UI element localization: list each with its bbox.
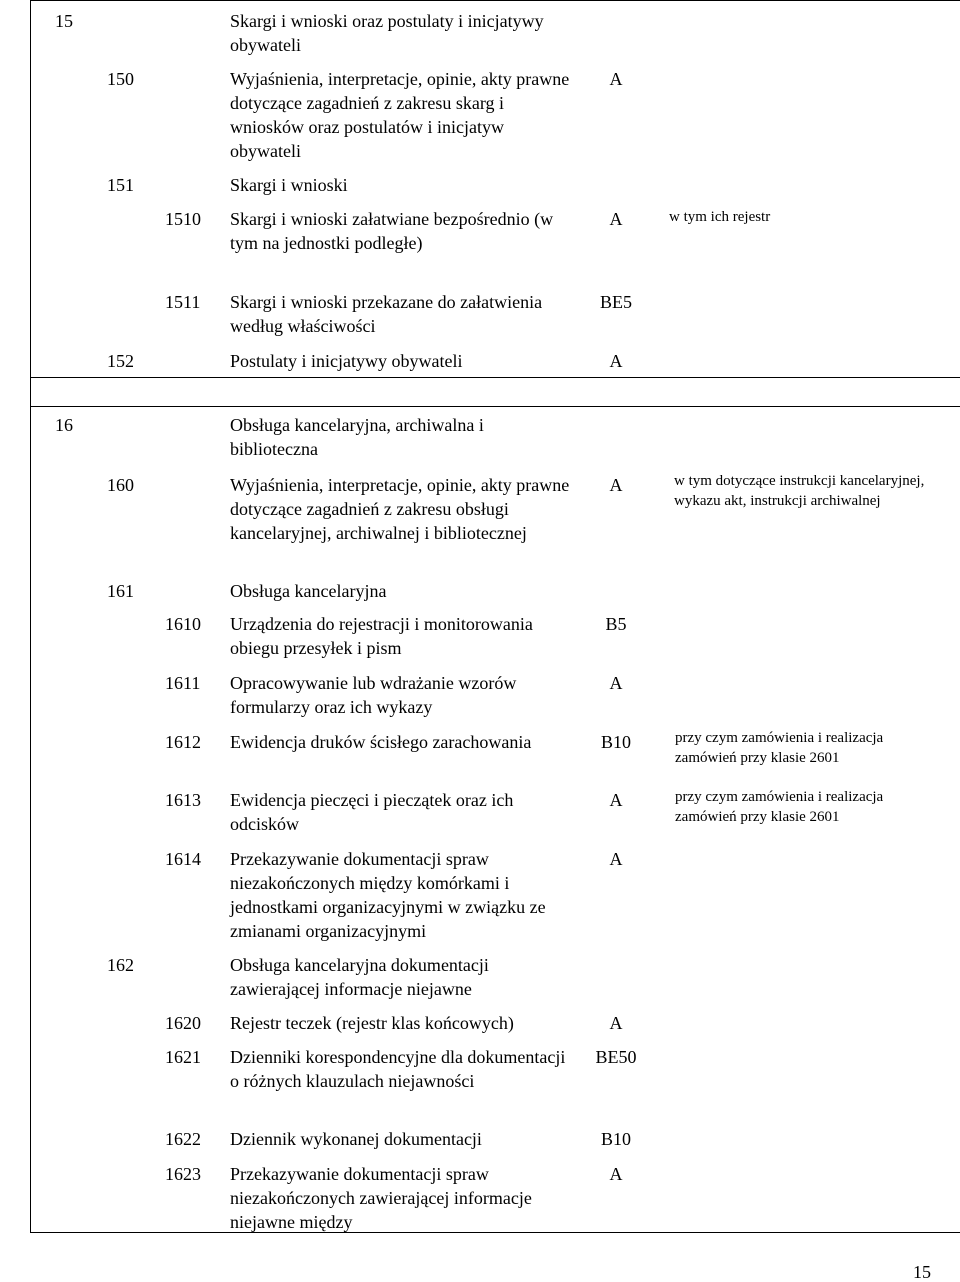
classification-table	[30, 0, 960, 1233]
page-number: 15	[913, 1262, 931, 1282]
row-category: B5	[605, 614, 627, 634]
row-description: Opracowywanie lub wdrażanie wzorów formularzy oraz ich wykazy	[230, 673, 517, 717]
row-note: w tym ich rejestr	[669, 209, 771, 225]
row-number: 161	[107, 581, 134, 601]
row-description: Ewidencja druków ścisłego zarachowania	[230, 732, 532, 752]
row-description: Obsługa kancelaryjna	[230, 581, 387, 601]
row-number: 1612	[165, 732, 201, 752]
row-category: B10	[600, 1129, 631, 1149]
row-description: Przekazywanie dokumentacji spraw niezakończonych między komórkami i jednostkami organizacyjnymi w związku ze zmianami organizacyjnymi	[230, 849, 546, 941]
row-number: 1622	[165, 1129, 201, 1149]
row-description: Ewidencja pieczęci i pieczątek oraz ich odcisków	[230, 790, 514, 834]
row-number: 1620	[165, 1013, 201, 1033]
row-number: 1623	[165, 1164, 201, 1184]
row-description: Skargi i wnioski oraz postulaty i inicjatywy obywateli	[230, 11, 544, 55]
row-note: przy czym zamówienia i realizacja zamówień przy klasie 2601	[675, 789, 884, 825]
row-number: 1611	[165, 673, 201, 693]
row-number: 150	[107, 69, 134, 89]
row-number: 16	[55, 415, 73, 435]
row-number: 1610	[165, 614, 201, 634]
row-category: A	[609, 209, 623, 229]
row-description: Wyjaśnienia, interpretacje, opinie, akty prawne dotyczące zagadnień z zakresu skarg i wniosków oraz postulatów i inicjatyw obywateli	[230, 69, 570, 161]
row-number: 151	[107, 175, 134, 195]
row-number: 15	[55, 11, 73, 31]
row-note: przy czym zamówienia i realizacja zamówień przy klasie 2601	[675, 730, 884, 766]
row-category: BE50	[595, 1047, 637, 1067]
row-number: 1510	[165, 209, 201, 229]
row-category: A	[609, 1164, 623, 1184]
row-category: BE5	[599, 292, 632, 312]
row-description: Obsługa kancelaryjna, archiwalna i biblioteczna	[230, 415, 484, 459]
row-category: B10	[600, 732, 631, 752]
row-category: A	[609, 849, 623, 869]
row-number: 160	[107, 475, 134, 495]
row-category: A	[609, 351, 623, 371]
row-description: Skargi i wnioski	[230, 175, 348, 195]
row-description: Rejestr teczek (rejestr klas końcowych)	[230, 1013, 514, 1033]
row-description: Dziennik wykonanej dokumentacji	[230, 1129, 482, 1149]
row-category: A	[609, 1013, 623, 1033]
row-description: Postulaty i inicjatywy obywateli	[230, 351, 463, 371]
row-category: A	[609, 673, 623, 693]
row-note: w tym dotyczące instrukcji kancelaryjnej, wykazu akt, instrukcji archiwalnej	[674, 473, 925, 509]
row-description: Przekazywanie dokumentacji spraw niezakończonych zawierającej informacje niejawne między	[230, 1164, 532, 1232]
section-separator	[31, 377, 960, 407]
row-number: 1613	[165, 790, 201, 810]
row-number: 152	[107, 351, 134, 371]
row-description: Obsługa kancelaryjna dokumentacji zawierającej informacje niejawne	[230, 955, 489, 999]
row-description: Skargi i wnioski przekazane do załatwienia według właściwości	[230, 292, 543, 336]
row-description: Skargi i wnioski załatwiane bezpośrednio (w tym na jednostki podległe)	[230, 209, 554, 253]
row-category: A	[609, 790, 623, 810]
row-description: Urządzenia do rejestracji i monitorowania obiegu przesyłek i pism	[230, 614, 533, 658]
row-number: 162	[107, 955, 134, 975]
row-number: 1511	[165, 292, 201, 312]
row-category: A	[609, 69, 623, 89]
row-number: 1614	[165, 849, 201, 869]
row-category: A	[609, 475, 623, 495]
row-description: Dzienniki korespondencyjne dla dokumentacji o różnych klauzulach niejawności	[230, 1047, 566, 1091]
row-number: 1621	[165, 1047, 201, 1067]
row-description: Wyjaśnienia, interpretacje, opinie, akty prawne dotyczące zagadnień z zakresu obsługi kancelaryjnej, archiwalnej i bibliotecznej	[230, 475, 570, 543]
